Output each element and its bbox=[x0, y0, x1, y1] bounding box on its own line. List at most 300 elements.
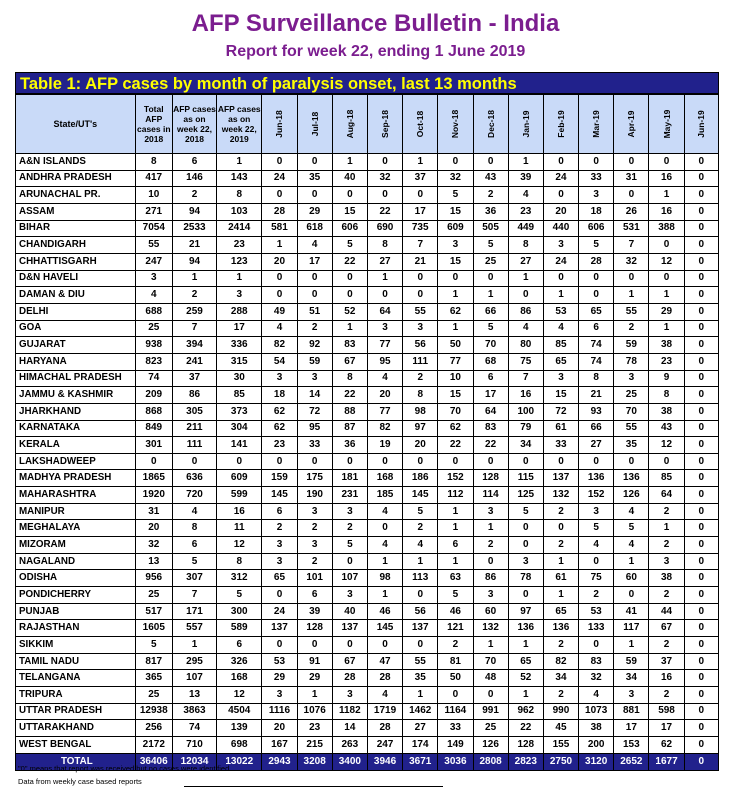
value-cell: 0 bbox=[684, 720, 718, 737]
value-cell: 2 bbox=[543, 687, 578, 704]
value-cell: 3 bbox=[579, 503, 614, 520]
value-cell: 12938 bbox=[135, 703, 172, 720]
value-cell: 1 bbox=[473, 520, 508, 537]
value-cell: 0 bbox=[684, 170, 718, 187]
value-cell: 13 bbox=[135, 553, 172, 570]
value-cell: 8 bbox=[508, 237, 543, 254]
value-cell: 24 bbox=[262, 170, 297, 187]
table-row bbox=[16, 403, 719, 420]
value-cell: 23 bbox=[649, 353, 684, 370]
value-cell: 3 bbox=[543, 370, 578, 387]
value-cell: 32 bbox=[614, 253, 649, 270]
value-cell: 101 bbox=[297, 570, 332, 587]
state-name-cell: DELHI bbox=[16, 303, 136, 320]
value-cell: 67 bbox=[332, 353, 367, 370]
value-cell: 1 bbox=[438, 320, 473, 337]
state-name-cell: UTTAR PRADESH bbox=[16, 703, 136, 720]
value-cell: 23 bbox=[217, 237, 262, 254]
value-cell: 0 bbox=[262, 587, 297, 604]
month-label: May-19 bbox=[661, 109, 672, 139]
value-cell: 304 bbox=[217, 420, 262, 437]
value-cell: 65 bbox=[543, 353, 578, 370]
value-cell: 2 bbox=[297, 553, 332, 570]
value-cell: 0 bbox=[262, 270, 297, 287]
value-cell: 97 bbox=[403, 420, 438, 437]
value-cell: 86 bbox=[172, 387, 216, 404]
value-cell: 1 bbox=[649, 520, 684, 537]
value-cell: 136 bbox=[543, 620, 578, 637]
value-cell: 0 bbox=[684, 603, 718, 620]
value-cell: 720 bbox=[172, 487, 216, 504]
value-cell: 0 bbox=[684, 537, 718, 554]
value-cell: 62 bbox=[262, 403, 297, 420]
value-cell: 1 bbox=[508, 687, 543, 704]
value-cell: 817 bbox=[135, 653, 172, 670]
value-cell: 143 bbox=[217, 170, 262, 187]
value-cell: 609 bbox=[438, 220, 473, 237]
value-cell: 881 bbox=[614, 703, 649, 720]
value-cell: 53 bbox=[579, 603, 614, 620]
value-cell: 589 bbox=[217, 620, 262, 637]
value-cell: 305 bbox=[172, 403, 216, 420]
value-cell: 0 bbox=[649, 154, 684, 171]
value-cell: 1 bbox=[438, 503, 473, 520]
value-cell: 0 bbox=[684, 570, 718, 587]
value-cell: 1073 bbox=[579, 703, 614, 720]
value-cell: 609 bbox=[217, 470, 262, 487]
value-cell: 37 bbox=[403, 170, 438, 187]
value-cell: 47 bbox=[367, 653, 402, 670]
value-cell: 0 bbox=[473, 687, 508, 704]
value-cell: 0 bbox=[684, 320, 718, 337]
state-name-cell: DAMAN & DIU bbox=[16, 287, 136, 304]
value-cell: 61 bbox=[543, 570, 578, 587]
value-cell: 38 bbox=[649, 570, 684, 587]
value-cell: 114 bbox=[473, 487, 508, 504]
value-cell: 606 bbox=[332, 220, 367, 237]
value-cell: 5 bbox=[135, 637, 172, 654]
value-cell: 123 bbox=[217, 253, 262, 270]
value-cell: 3 bbox=[262, 537, 297, 554]
value-cell: 0 bbox=[684, 287, 718, 304]
value-cell: 4 bbox=[508, 320, 543, 337]
month-column-header bbox=[297, 95, 332, 154]
value-cell: 103 bbox=[217, 203, 262, 220]
value-cell: 1920 bbox=[135, 487, 172, 504]
value-cell: 5 bbox=[332, 537, 367, 554]
value-cell: 0 bbox=[297, 154, 332, 171]
state-name-cell: RAJASTHAN bbox=[16, 620, 136, 637]
value-cell: 100 bbox=[508, 403, 543, 420]
state-name-cell: JAMMU & KASHMIR bbox=[16, 387, 136, 404]
state-name-cell: JHARKHAND bbox=[16, 403, 136, 420]
value-cell: 1 bbox=[543, 287, 578, 304]
value-cell: 581 bbox=[262, 220, 297, 237]
table-row bbox=[16, 187, 719, 204]
table-row bbox=[16, 237, 719, 254]
value-cell: 0 bbox=[543, 520, 578, 537]
value-cell: 962 bbox=[508, 703, 543, 720]
table-row bbox=[16, 520, 719, 537]
total-value-cell: 1677 bbox=[649, 753, 684, 770]
value-cell: 0 bbox=[367, 154, 402, 171]
value-cell: 1 bbox=[403, 553, 438, 570]
month-column-header bbox=[332, 95, 367, 154]
value-cell: 0 bbox=[508, 587, 543, 604]
value-cell: 618 bbox=[297, 220, 332, 237]
value-cell: 0 bbox=[438, 687, 473, 704]
value-cell: 6 bbox=[473, 370, 508, 387]
value-cell: 12 bbox=[217, 687, 262, 704]
value-cell: 0 bbox=[508, 287, 543, 304]
total-value-cell: 3208 bbox=[297, 753, 332, 770]
total-value-cell: 0 bbox=[684, 753, 718, 770]
value-cell: 145 bbox=[403, 487, 438, 504]
value-cell: 50 bbox=[438, 670, 473, 687]
value-cell: 12 bbox=[649, 253, 684, 270]
table-row bbox=[16, 587, 719, 604]
value-cell: 23 bbox=[297, 720, 332, 737]
value-cell: 70 bbox=[473, 653, 508, 670]
value-cell: 87 bbox=[332, 420, 367, 437]
value-cell: 0 bbox=[684, 437, 718, 454]
value-cell: 1 bbox=[297, 687, 332, 704]
state-name-cell: PUNJAB bbox=[16, 603, 136, 620]
value-cell: 449 bbox=[508, 220, 543, 237]
value-cell: 2 bbox=[403, 370, 438, 387]
month-label: Jun-18 bbox=[274, 110, 285, 138]
value-cell: 20 bbox=[367, 387, 402, 404]
value-cell: 155 bbox=[543, 736, 578, 753]
value-cell: 326 bbox=[217, 653, 262, 670]
value-cell: 68 bbox=[473, 353, 508, 370]
value-cell: 20 bbox=[262, 720, 297, 737]
value-cell: 394 bbox=[172, 337, 216, 354]
value-cell: 4 bbox=[543, 320, 578, 337]
table-row bbox=[16, 453, 719, 470]
state-name-cell: HIMACHAL PRADESH bbox=[16, 370, 136, 387]
value-cell: 0 bbox=[684, 370, 718, 387]
value-cell: 15 bbox=[438, 387, 473, 404]
value-cell: 86 bbox=[473, 570, 508, 587]
state-name-cell: LAKSHADWEEP bbox=[16, 453, 136, 470]
value-cell: 185 bbox=[367, 487, 402, 504]
value-cell: 88 bbox=[332, 403, 367, 420]
value-cell: 32 bbox=[438, 170, 473, 187]
table-row bbox=[16, 487, 719, 504]
value-cell: 174 bbox=[403, 736, 438, 753]
value-cell: 55 bbox=[403, 303, 438, 320]
value-cell: 3 bbox=[332, 587, 367, 604]
value-cell: 34 bbox=[543, 670, 578, 687]
value-cell: 215 bbox=[297, 736, 332, 753]
value-cell: 1 bbox=[649, 320, 684, 337]
value-cell: 2 bbox=[649, 537, 684, 554]
value-cell: 5 bbox=[217, 587, 262, 604]
value-cell: 27 bbox=[367, 253, 402, 270]
bulletin-subtitle: Report for week 22, ending 1 June 2019 bbox=[225, 43, 526, 60]
value-cell: 21 bbox=[579, 387, 614, 404]
value-cell: 37 bbox=[172, 370, 216, 387]
value-cell: 0 bbox=[367, 187, 402, 204]
value-cell: 938 bbox=[135, 337, 172, 354]
value-cell: 21 bbox=[172, 237, 216, 254]
value-cell: 16 bbox=[649, 170, 684, 187]
value-cell: 1 bbox=[438, 520, 473, 537]
value-cell: 1 bbox=[614, 637, 649, 654]
value-cell: 21 bbox=[403, 253, 438, 270]
value-cell: 3 bbox=[473, 503, 508, 520]
value-cell: 0 bbox=[332, 637, 367, 654]
value-cell: 2 bbox=[297, 520, 332, 537]
value-cell: 1 bbox=[172, 270, 216, 287]
total-value-cell: 2808 bbox=[473, 753, 508, 770]
value-cell: 517 bbox=[135, 603, 172, 620]
value-cell: 8 bbox=[217, 187, 262, 204]
table-header-row bbox=[16, 95, 719, 154]
value-cell: 17 bbox=[403, 203, 438, 220]
value-cell: 2533 bbox=[172, 220, 216, 237]
value-cell: 22 bbox=[508, 720, 543, 737]
value-cell: 2 bbox=[649, 587, 684, 604]
value-cell: 17 bbox=[217, 320, 262, 337]
month-label: Apr-19 bbox=[626, 110, 637, 138]
value-cell: 0 bbox=[403, 637, 438, 654]
value-cell: 168 bbox=[367, 470, 402, 487]
value-cell: 4 bbox=[579, 537, 614, 554]
value-cell: 0 bbox=[473, 453, 508, 470]
total-value-cell: 2750 bbox=[543, 753, 578, 770]
value-cell: 78 bbox=[614, 353, 649, 370]
value-cell: 29 bbox=[649, 303, 684, 320]
value-cell: 256 bbox=[135, 720, 172, 737]
value-cell: 3 bbox=[403, 320, 438, 337]
value-cell: 38 bbox=[649, 337, 684, 354]
value-cell: 74 bbox=[579, 337, 614, 354]
value-cell: 0 bbox=[262, 453, 297, 470]
value-cell: 137 bbox=[262, 620, 297, 637]
value-cell: 74 bbox=[172, 720, 216, 737]
value-cell: 688 bbox=[135, 303, 172, 320]
value-cell: 0 bbox=[614, 270, 649, 287]
value-cell: 32 bbox=[367, 170, 402, 187]
value-cell: 12 bbox=[217, 537, 262, 554]
value-cell: 82 bbox=[543, 653, 578, 670]
value-cell: 0 bbox=[684, 620, 718, 637]
value-cell: 4 bbox=[135, 287, 172, 304]
value-cell: 1 bbox=[217, 270, 262, 287]
value-cell: 22 bbox=[332, 253, 367, 270]
value-cell: 62 bbox=[438, 420, 473, 437]
value-cell: 5 bbox=[403, 503, 438, 520]
month-column-header bbox=[614, 95, 649, 154]
month-label: Jan-19 bbox=[520, 110, 531, 138]
value-cell: 5 bbox=[508, 503, 543, 520]
table-row bbox=[16, 154, 719, 171]
value-cell: 599 bbox=[217, 487, 262, 504]
value-cell: 5 bbox=[438, 187, 473, 204]
value-cell: 126 bbox=[473, 736, 508, 753]
value-cell: 606 bbox=[579, 220, 614, 237]
value-cell: 5 bbox=[172, 553, 216, 570]
value-cell: 0 bbox=[579, 270, 614, 287]
value-cell: 0 bbox=[367, 637, 402, 654]
value-cell: 55 bbox=[614, 303, 649, 320]
value-cell: 12 bbox=[649, 437, 684, 454]
value-cell: 1 bbox=[649, 187, 684, 204]
value-cell: 39 bbox=[297, 603, 332, 620]
value-cell: 0 bbox=[367, 453, 402, 470]
value-cell: 0 bbox=[579, 287, 614, 304]
value-cell: 209 bbox=[135, 387, 172, 404]
value-cell: 77 bbox=[367, 403, 402, 420]
value-cell: 1 bbox=[508, 154, 543, 171]
value-cell: 111 bbox=[403, 353, 438, 370]
month-label: Jun-19 bbox=[696, 110, 707, 138]
table-title: Table 1: AFP cases by month of paralysis onset, last 13 months bbox=[15, 72, 719, 94]
table-row bbox=[16, 370, 719, 387]
value-cell: 1116 bbox=[262, 703, 297, 720]
value-cell: 0 bbox=[684, 154, 718, 171]
value-cell: 64 bbox=[649, 487, 684, 504]
state-name-cell: HARYANA bbox=[16, 353, 136, 370]
value-cell: 25 bbox=[473, 720, 508, 737]
value-cell: 70 bbox=[438, 403, 473, 420]
value-cell: 0 bbox=[262, 637, 297, 654]
month-label: Dec-18 bbox=[485, 110, 496, 138]
value-cell: 4 bbox=[614, 537, 649, 554]
value-cell: 3 bbox=[508, 553, 543, 570]
value-cell: 0 bbox=[684, 403, 718, 420]
value-cell: 28 bbox=[367, 720, 402, 737]
state-name-cell: SIKKIM bbox=[16, 637, 136, 654]
table-row bbox=[16, 387, 719, 404]
value-cell: 0 bbox=[135, 453, 172, 470]
state-name-cell: GOA bbox=[16, 320, 136, 337]
value-cell: 0 bbox=[614, 587, 649, 604]
value-cell: 46 bbox=[438, 603, 473, 620]
value-cell: 4 bbox=[508, 187, 543, 204]
value-cell: 2 bbox=[649, 687, 684, 704]
value-cell: 0 bbox=[684, 253, 718, 270]
value-cell: 211 bbox=[172, 420, 216, 437]
value-cell: 65 bbox=[543, 603, 578, 620]
value-cell: 2 bbox=[473, 187, 508, 204]
value-cell: 5 bbox=[332, 237, 367, 254]
value-cell: 17 bbox=[649, 720, 684, 737]
value-cell: 36 bbox=[473, 203, 508, 220]
value-cell: 3 bbox=[217, 287, 262, 304]
value-cell: 4 bbox=[297, 237, 332, 254]
value-cell: 271 bbox=[135, 203, 172, 220]
value-cell: 0 bbox=[649, 453, 684, 470]
table-row bbox=[16, 303, 719, 320]
value-cell: 10 bbox=[438, 370, 473, 387]
state-name-cell: CHHATTISGARH bbox=[16, 253, 136, 270]
table-row bbox=[16, 736, 719, 753]
value-cell: 710 bbox=[172, 736, 216, 753]
value-cell: 19 bbox=[367, 437, 402, 454]
table-row bbox=[16, 320, 719, 337]
value-cell: 247 bbox=[135, 253, 172, 270]
value-cell: 39 bbox=[508, 170, 543, 187]
value-cell: 16 bbox=[649, 203, 684, 220]
value-cell: 0 bbox=[614, 187, 649, 204]
value-cell: 0 bbox=[684, 187, 718, 204]
value-cell: 146 bbox=[172, 170, 216, 187]
state-name-cell: TELANGANA bbox=[16, 670, 136, 687]
value-cell: 2 bbox=[172, 187, 216, 204]
value-cell: 2 bbox=[649, 637, 684, 654]
value-cell: 0 bbox=[684, 303, 718, 320]
value-cell: 868 bbox=[135, 403, 172, 420]
value-cell: 1076 bbox=[297, 703, 332, 720]
total-column-header: Total AFP cases in 2018 bbox=[135, 95, 172, 154]
value-cell: 49 bbox=[262, 303, 297, 320]
value-cell: 0 bbox=[297, 287, 332, 304]
value-cell: 7 bbox=[172, 587, 216, 604]
value-cell: 95 bbox=[297, 420, 332, 437]
value-cell: 4 bbox=[367, 537, 402, 554]
value-cell: 0 bbox=[508, 537, 543, 554]
value-cell: 94 bbox=[172, 253, 216, 270]
value-cell: 1 bbox=[614, 287, 649, 304]
value-cell: 0 bbox=[684, 503, 718, 520]
value-cell: 0 bbox=[543, 187, 578, 204]
value-cell: 20 bbox=[262, 253, 297, 270]
value-cell: 2 bbox=[543, 503, 578, 520]
value-cell: 8 bbox=[649, 387, 684, 404]
value-cell: 200 bbox=[579, 736, 614, 753]
value-cell: 115 bbox=[508, 470, 543, 487]
state-name-cell: MANIPUR bbox=[16, 503, 136, 520]
value-cell: 0 bbox=[684, 203, 718, 220]
value-cell: 60 bbox=[614, 570, 649, 587]
value-cell: 74 bbox=[579, 353, 614, 370]
value-cell: 65 bbox=[508, 653, 543, 670]
value-cell: 0 bbox=[649, 270, 684, 287]
value-cell: 35 bbox=[297, 170, 332, 187]
value-cell: 128 bbox=[473, 470, 508, 487]
value-cell: 0 bbox=[684, 487, 718, 504]
value-cell: 531 bbox=[614, 220, 649, 237]
value-cell: 94 bbox=[172, 203, 216, 220]
value-cell: 51 bbox=[297, 303, 332, 320]
total-column-header: AFP cases as on week 22, 2019 bbox=[217, 95, 262, 154]
value-cell: 98 bbox=[367, 570, 402, 587]
value-cell: 95 bbox=[367, 353, 402, 370]
value-cell: 117 bbox=[614, 620, 649, 637]
state-name-cell: MADHYA PRADESH bbox=[16, 470, 136, 487]
value-cell: 1 bbox=[649, 287, 684, 304]
value-cell: 136 bbox=[508, 620, 543, 637]
value-cell: 0 bbox=[403, 270, 438, 287]
value-cell: 86 bbox=[508, 303, 543, 320]
value-cell: 5 bbox=[579, 237, 614, 254]
month-column-header bbox=[684, 95, 718, 154]
value-cell: 690 bbox=[367, 220, 402, 237]
value-cell: 6 bbox=[579, 320, 614, 337]
value-cell: 1 bbox=[473, 637, 508, 654]
value-cell: 0 bbox=[684, 587, 718, 604]
value-cell: 598 bbox=[649, 703, 684, 720]
value-cell: 3 bbox=[135, 270, 172, 287]
value-cell: 1182 bbox=[332, 703, 367, 720]
value-cell: 4 bbox=[403, 537, 438, 554]
value-cell: 15 bbox=[332, 203, 367, 220]
value-cell: 0 bbox=[684, 237, 718, 254]
value-cell: 79 bbox=[508, 420, 543, 437]
